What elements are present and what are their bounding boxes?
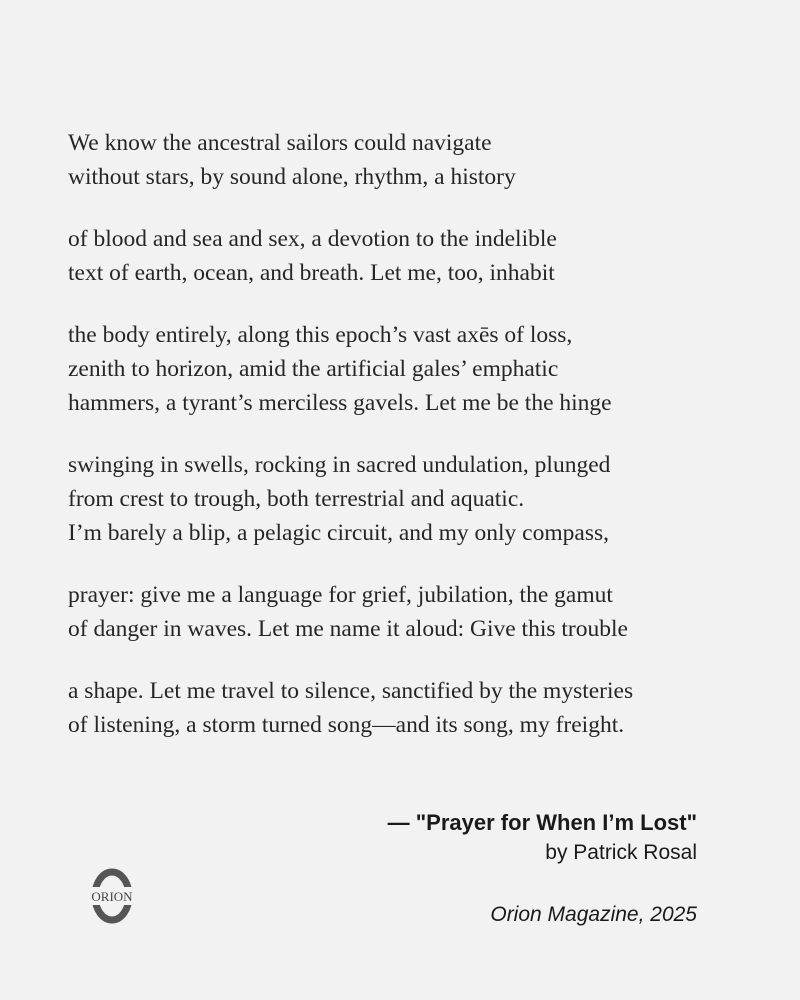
poem-line: the body entirely, along this epoch’s vast axēs of loss,	[68, 322, 573, 348]
poem-line: We know the ancestral sailors could navigate	[68, 130, 492, 156]
poem-line: from crest to trough, both terrestrial and aquatic.	[68, 486, 525, 512]
poem-title: — "Prayer for When I’m Lost"	[387, 810, 697, 835]
poem-line: of blood and sea and sex, a devotion to the indelible	[68, 226, 557, 252]
author-byline: by Patrick Rosal	[545, 841, 697, 864]
svg-text:ORION: ORION	[91, 889, 133, 904]
poem-line: swinging in swells, rocking in sacred undulation, plunged	[68, 452, 611, 478]
poem-line: without stars, by sound alone, rhythm, a history	[68, 164, 516, 190]
poem-line: of listening, a storm turned song—and its song, my freight.	[68, 712, 625, 738]
poem-line: zenith to horizon, amid the artificial gales’ emphatic	[68, 356, 559, 382]
orion-logo-icon	[88, 868, 136, 924]
poem-line: I’m barely a blip, a pelagic circuit, and my only compass,	[68, 520, 609, 546]
poem-line: text of earth, ocean, and breath. Let me, too, inhabit	[68, 260, 555, 286]
poem-line: prayer: give me a language for grief, jubilation, the gamut	[68, 582, 613, 608]
publication-credit: Orion Magazine, 2025	[490, 903, 697, 926]
poem-line: a shape. Let me travel to silence, sanctified by the mysteries	[68, 678, 634, 704]
poem-line: hammers, a tyrant’s merciless gavels. Let me be the hinge	[68, 390, 612, 416]
poem-line: of danger in waves. Let me name it aloud: Give this trouble	[68, 616, 628, 642]
